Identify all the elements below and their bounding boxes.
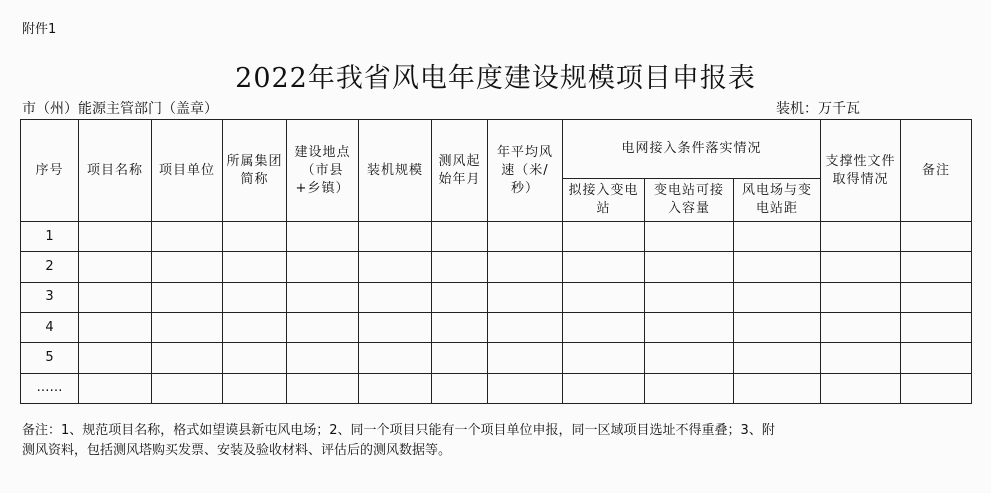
col-header-wind-start: 测风起始年月: [432, 120, 488, 222]
col-header-seq: 序号: [21, 120, 79, 222]
table-row: [21, 222, 972, 252]
page-title: 2022年我省风电年度建设规模项目申报表: [235, 63, 756, 94]
col-header-distance: 风电场与变电站距: [734, 179, 821, 222]
col-header-group: 所属集团简称: [223, 120, 287, 222]
table-row: [21, 312, 972, 342]
note-line-1: 备注：1、规范项目名称，格式如望谟县新屯风电场；2、同一个项目只能有一个项目单位申报，同一区域项目选址不得重叠；3、附: [22, 423, 775, 438]
report-table: [20, 119, 972, 404]
row-number: 3: [21, 282, 79, 312]
row-number: 5: [21, 343, 79, 373]
col-header-project-unit: 项目单位: [152, 120, 223, 222]
table-row: [21, 282, 972, 312]
col-header-location: 建设地点（市县+乡镇）: [287, 120, 359, 222]
col-header-project-name: 项目名称: [79, 120, 152, 222]
unit-label: 装机：万千瓦: [776, 101, 860, 117]
table-row: [21, 252, 972, 282]
row-number: 4: [21, 312, 79, 342]
row-number: 2: [21, 252, 79, 282]
attachment-label: 附件1: [22, 22, 57, 37]
col-header-substation: 拟接入变电站: [563, 179, 645, 222]
table-row: [21, 373, 972, 403]
col-header-sub-capacity: 变电站可接入容量: [645, 179, 734, 222]
row-number: 1: [21, 222, 79, 252]
col-header-docs: 支撑性文件取得情况: [821, 120, 901, 222]
table-row: [21, 343, 972, 373]
col-header-capacity: 装机规模: [359, 120, 432, 222]
col-header-grid-group: 电网接入条件落实情况: [563, 120, 821, 179]
col-header-remarks: 备注: [901, 120, 972, 222]
note-line-2: 测风资料，包括测风塔购买发票、安装及验收材料、评估后的测风数据等。: [22, 443, 452, 458]
col-header-wind-speed: 年平均风速（米/秒）: [488, 120, 563, 222]
row-number: ……: [21, 373, 79, 403]
notes: [22, 421, 972, 461]
department-label: 市（州）能源主管部门（盖章）: [22, 101, 218, 117]
